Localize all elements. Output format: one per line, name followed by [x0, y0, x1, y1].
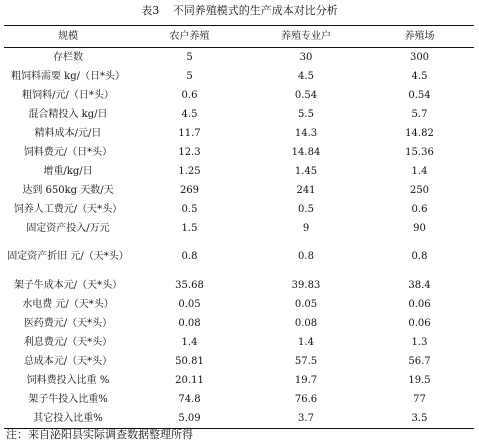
row-label: 粗饲料需要 kg/（日*头）	[10, 70, 125, 82]
table-cell: 12.3	[178, 146, 201, 158]
table-cell: 5.7	[411, 108, 428, 120]
table-cell: 76.6	[294, 393, 318, 405]
table-row	[4, 105, 474, 124]
table-cell: 0.08	[294, 317, 318, 329]
row-label: 饲养人工费元/（天*头）	[13, 203, 123, 215]
row-label: 医药费元/（天*头）	[23, 317, 113, 329]
row-label: 固定资产折旧 元/（天*头）	[7, 251, 129, 262]
table-cell: 0.06	[408, 317, 431, 329]
table-row	[4, 200, 474, 219]
table-cell: 269	[179, 184, 200, 196]
table-cell: 3.7	[247, 409, 365, 429]
table-cell: 0.05	[294, 298, 318, 310]
table-cell: 0.06	[408, 298, 431, 310]
table-cell: 14.84	[291, 146, 321, 158]
table-cell: 19.5	[408, 374, 431, 386]
table-cell: 11.7	[178, 127, 201, 139]
table-row	[4, 48, 474, 68]
table-cell: 0.8	[411, 251, 428, 262]
table-row	[4, 219, 474, 238]
table-row	[4, 409, 474, 429]
row-label: 固定资产投入/万元	[26, 222, 110, 234]
table-cell: 56.7	[408, 355, 431, 367]
table-row	[4, 276, 474, 295]
table-row	[4, 295, 474, 314]
table-cell: 5	[186, 51, 193, 63]
table-cell: 1.4	[181, 336, 198, 348]
table-row	[4, 162, 474, 181]
table-cell: 0.8	[298, 251, 314, 262]
row-label: 利息费元/（天*头）	[23, 336, 113, 348]
table-cell: 1.25	[178, 165, 201, 177]
table-cell: 15.36	[405, 146, 434, 158]
table-cell: 0.6	[411, 203, 428, 215]
table-cell: 35.68	[175, 279, 204, 291]
row-label: 其它投入比重%	[4, 409, 132, 429]
table-cell: 300	[409, 51, 430, 63]
row-label: 增重/kg/日	[43, 165, 93, 177]
table-cell: 0.6	[181, 89, 198, 101]
table-cell: 1.4	[411, 165, 428, 177]
table-cell: 90	[413, 222, 426, 234]
row-label: 饲料费投入比重 %	[26, 374, 110, 386]
table-cell: 0.54	[294, 89, 318, 101]
table-cell: 77	[413, 393, 426, 405]
column-header: 养殖场	[365, 26, 474, 48]
column-header: 养殖专业户	[247, 26, 365, 48]
table-cell: 0.5	[298, 203, 314, 215]
table-cell: 0.8	[181, 251, 198, 262]
table-cell: 5	[186, 70, 193, 82]
table-cell: 50.81	[175, 355, 204, 367]
table-cell: 57.5	[294, 355, 318, 367]
table-cell: 1.4	[298, 336, 314, 348]
table-cell: 3.5	[365, 409, 474, 429]
row-label: 存栏数	[53, 51, 83, 63]
table-cell: 38.4	[408, 279, 431, 291]
table-row	[4, 143, 474, 162]
table-cell: 5.5	[298, 108, 314, 120]
table-cell: 9	[302, 222, 310, 234]
row-label: 混合精投入 kg/日	[28, 108, 108, 120]
table-row	[4, 181, 474, 200]
column-header: 农户养殖	[132, 26, 247, 48]
row-label: 达到 650kg 天数/天	[22, 184, 114, 196]
table-cell: 19.7	[294, 374, 318, 386]
table-header-row	[4, 26, 474, 48]
table-cell: 20.11	[175, 374, 204, 386]
row-label: 水电费 元/（天*头）	[22, 298, 114, 310]
table-cell: 250	[409, 184, 430, 196]
table-cell: 4.5	[181, 108, 198, 120]
table-cell: 1.5	[181, 222, 198, 234]
table-cell: 1.3	[411, 336, 428, 348]
table-cell: 0.5	[181, 203, 198, 215]
cost-comparison-table	[4, 25, 474, 429]
table-row	[4, 86, 474, 105]
row-label: 粗饲料/元/（日*头）	[22, 89, 114, 101]
table-cell: 5.09	[132, 409, 247, 429]
table-cell: 14.3	[294, 127, 318, 139]
table-row	[4, 238, 474, 276]
table-row	[4, 333, 474, 352]
table-cell: 30	[299, 51, 313, 63]
table-row	[4, 352, 474, 371]
table-caption	[0, 4, 479, 18]
table-title: 不同养殖模式的生产成本对比分析	[172, 4, 338, 17]
table-cell: 0.08	[178, 317, 201, 329]
table-cell: 0.05	[178, 298, 201, 310]
row-label: 架子牛成本元/（天*头）	[13, 279, 123, 291]
table-cell: 39.83	[291, 279, 321, 291]
table-cell: 74.8	[178, 393, 201, 405]
table-row	[4, 67, 474, 86]
row-label: 总成本元/（天*头）	[23, 355, 113, 367]
row-label: 精料成本/元/日	[34, 127, 102, 139]
table-row	[4, 124, 474, 143]
table-row	[4, 371, 474, 390]
source-note: 注：来自泌阳县实际调查数据整理所得	[6, 428, 193, 441]
table-cell: 14.82	[405, 127, 434, 139]
column-header: 规模	[4, 26, 132, 48]
table-row	[4, 390, 474, 409]
table-row	[4, 314, 474, 333]
table-cell: 0.54	[408, 89, 431, 101]
table-number: 表3	[141, 4, 160, 17]
row-label: 架子牛投入比重%	[28, 393, 108, 405]
table-cell: 241	[296, 184, 316, 196]
table-cell: 4.5	[298, 70, 314, 82]
row-label: 饲料费元/（日*头）	[23, 146, 113, 158]
table-cell: 1.45	[294, 165, 318, 177]
table-cell: 4.5	[411, 70, 428, 82]
